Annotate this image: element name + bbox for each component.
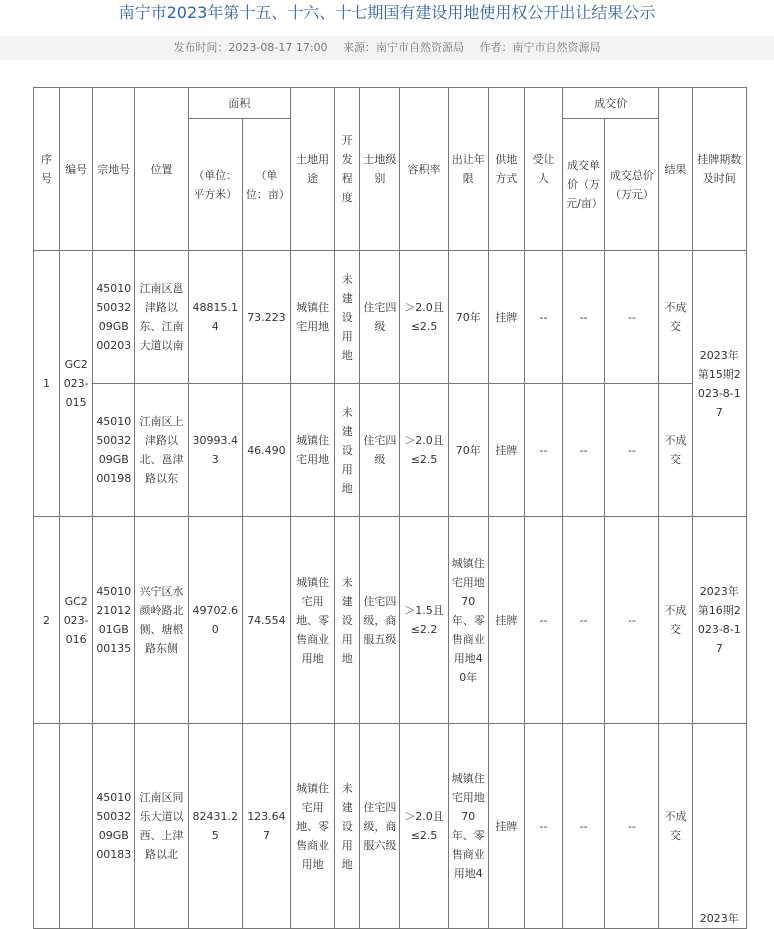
table-header-row [34, 88, 747, 119]
cell-code [60, 724, 93, 929]
cell-result: 不成交 [659, 251, 692, 384]
header-total-price: 成交总价（万元） [605, 119, 659, 251]
cell-unit-price: -- [563, 724, 605, 929]
header-plot-ratio: 容积率 [400, 88, 448, 251]
publish-time: 发布时间：2023-08-17 17:00 [173, 41, 328, 54]
header-area-mu: （单位：亩） [242, 119, 290, 251]
header-dev-level: 开发程度 [335, 88, 360, 251]
cell-area-sqm: 48815.14 [188, 251, 242, 384]
cell-total-price: -- [605, 724, 659, 929]
header-supply-method: 供地方式 [488, 88, 524, 251]
header-area-sqm: （单位：平方米） [188, 119, 242, 251]
header-listing-period: 挂牌期数及时间 [692, 88, 746, 251]
header-transferee: 受让人 [524, 88, 562, 251]
cell-land-grade: 住宅四级，商服六级 [360, 724, 400, 929]
article-meta-bar [0, 36, 774, 60]
header-result: 结果 [659, 88, 692, 251]
result-table [33, 87, 747, 929]
cell-transferee: -- [524, 517, 562, 724]
cell-area-mu: 73.223 [242, 251, 290, 384]
cell-result: 不成交 [659, 724, 692, 929]
cell-code: GC2023-015 [60, 251, 93, 517]
cell-dev-level: 未建设用地 [335, 251, 360, 384]
cell-area-sqm: 82431.25 [188, 724, 242, 929]
cell-term: 城镇住宅用地70年、零售商业用地40年 [448, 517, 488, 724]
cell-term: 城镇住宅用地70年、零售商业用地4 [448, 724, 488, 929]
cell-parcel-no: 450102101201GB00135 [93, 517, 135, 724]
cell-land-grade: 住宅四级，商服五级 [360, 517, 400, 724]
cell-parcel-no: 450105003209GB00203 [93, 251, 135, 384]
cell-transferee: -- [524, 251, 562, 384]
header-seq: 序号 [34, 88, 60, 251]
table-row [34, 384, 747, 517]
table-row [34, 251, 747, 384]
header-term: 出让年限 [448, 88, 488, 251]
cell-total-price: -- [605, 384, 659, 517]
header-code: 编号 [60, 88, 93, 251]
cell-supply-method: 挂牌 [488, 384, 524, 517]
cell-seq: 1 [34, 251, 60, 517]
cell-land-use: 城镇住宅用地、零售商业用地 [291, 517, 335, 724]
cell-plot-ratio: ＞2.0且≤2.5 [400, 384, 448, 517]
cell-plot-ratio: ＞2.0且≤2.5 [400, 724, 448, 929]
cell-location: 江南区邕津路以东、江南大道以南 [135, 251, 188, 384]
cell-unit-price: -- [563, 517, 605, 724]
author: 作者：南宁市自然资源局 [479, 41, 601, 54]
cell-listing-period: 2023年第15期2023-8-17 [692, 251, 746, 517]
cell-plot-ratio: ＞1.5且≤2.2 [400, 517, 448, 724]
cell-seq: 2 [34, 517, 60, 724]
cell-land-use: 城镇住宅用地 [291, 251, 335, 384]
cell-transferee: -- [524, 384, 562, 517]
cell-total-price: -- [605, 251, 659, 384]
cell-term: 70年 [448, 251, 488, 384]
cell-area-sqm: 30993.43 [188, 384, 242, 517]
cell-dev-level: 未建设用地 [335, 517, 360, 724]
header-area: 面积 [188, 88, 290, 119]
cell-total-price: -- [605, 517, 659, 724]
table-row [34, 517, 747, 724]
cell-location: 兴宁区水颜岭路北侧、塘根路东侧 [135, 517, 188, 724]
cell-supply-method: 挂牌 [488, 517, 524, 724]
cell-land-grade: 住宅四级 [360, 251, 400, 384]
cell-unit-price: -- [563, 384, 605, 517]
cell-area-mu: 123.647 [242, 724, 290, 929]
cell-plot-ratio: ＞2.0且≤2.5 [400, 251, 448, 384]
cell-transferee: -- [524, 724, 562, 929]
cell-unit-price: -- [563, 251, 605, 384]
page-title: 南宁市2023年第十五、十六、十七期国有建设用地使用权公开出让结果公示 [118, 3, 656, 22]
cell-area-mu: 74.554 [242, 517, 290, 724]
table-row [34, 724, 747, 929]
cell-term: 70年 [448, 384, 488, 517]
header-deal-price: 成交价 [563, 88, 659, 119]
header-location: 位置 [135, 88, 188, 251]
cell-supply-method: 挂牌 [488, 251, 524, 384]
cell-location: 江南区上津路以北、邕津路以东 [135, 384, 188, 517]
cell-supply-method: 挂牌 [488, 724, 524, 929]
header-land-grade: 土地级别 [360, 88, 400, 251]
cell-code: GC2023-016 [60, 517, 93, 724]
cell-listing-period: 2023年第16期2023-8-17 [692, 517, 746, 724]
cell-seq [34, 724, 60, 929]
header-unit-price: 成交单价（万元/亩） [563, 119, 605, 251]
cell-parcel-no: 450105003209GB00183 [93, 724, 135, 929]
cell-land-use: 城镇住宅用地 [291, 384, 335, 517]
cell-parcel-no: 450105003209GB00198 [93, 384, 135, 517]
header-parcel-no: 宗地号 [93, 88, 135, 251]
cell-listing-period: 2023年 [692, 724, 746, 929]
cell-land-use: 城镇住宅用地、零售商业用地 [291, 724, 335, 929]
cell-area-sqm: 49702.60 [188, 517, 242, 724]
source: 来源：南宁市自然资源局 [343, 41, 465, 54]
cell-dev-level: 未建设用地 [335, 384, 360, 517]
cell-result: 不成交 [659, 384, 692, 517]
header-land-use: 土地用途 [291, 88, 335, 251]
cell-dev-level: 未建设用地 [335, 724, 360, 929]
cell-location: 江南区同乐大道以西、上津路以北 [135, 724, 188, 929]
cell-area-mu: 46.490 [242, 384, 290, 517]
cell-land-grade: 住宅四级 [360, 384, 400, 517]
cell-result: 不成交 [659, 517, 692, 724]
